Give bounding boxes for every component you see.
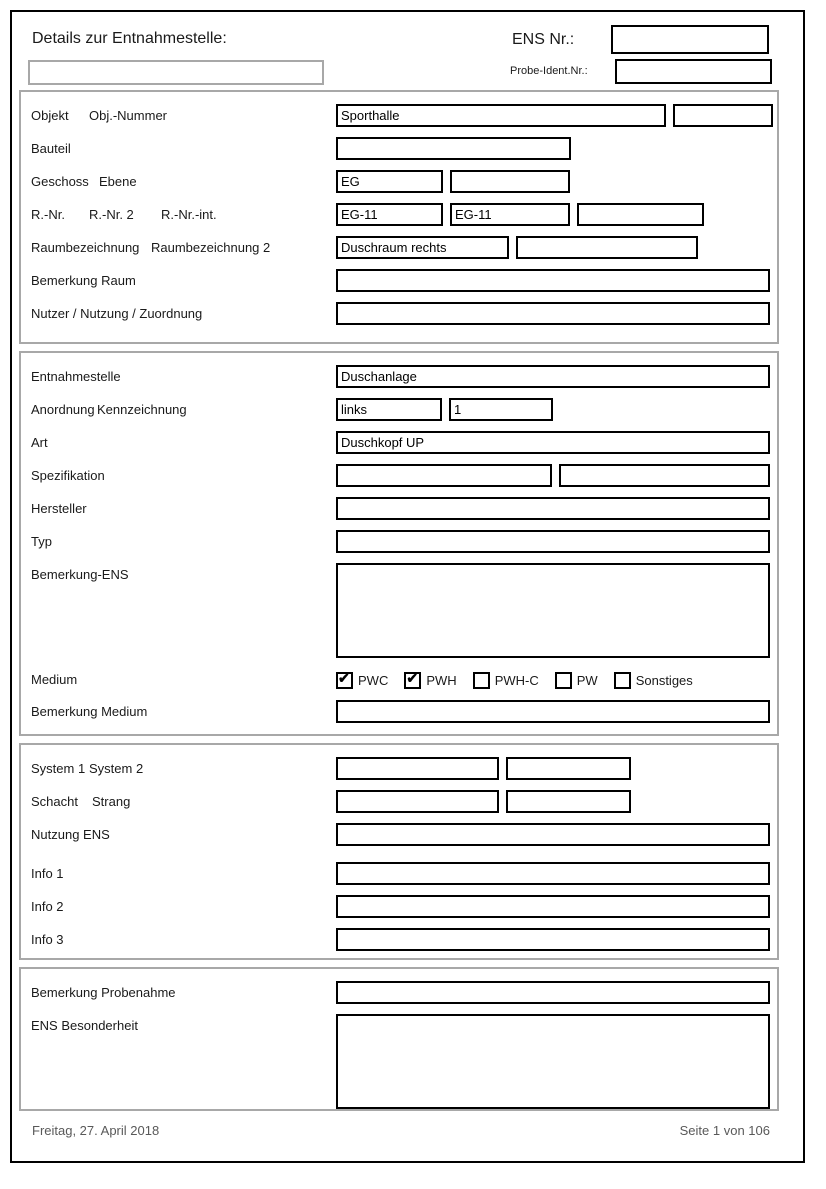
info1-input[interactable] — [336, 862, 770, 885]
info2-label: Info 2 — [31, 899, 64, 914]
info3-label: Info 3 — [31, 932, 64, 947]
nutzer-label: Nutzer / Nutzung / Zuordnung — [31, 306, 203, 321]
nutzung-ens-input[interactable] — [336, 823, 770, 846]
strang-input[interactable] — [506, 790, 631, 813]
raumbezeichnung2-label: Raumbezeichnung 2 — [151, 240, 271, 255]
pwh-checkbox-label: PWH — [426, 672, 457, 688]
obj-nummer-label: Obj.-Nummer — [89, 108, 168, 123]
section-system — [19, 743, 779, 960]
hersteller-input[interactable] — [336, 497, 770, 520]
pwc-checkbox-label: PWC — [358, 672, 389, 688]
info3-input[interactable] — [336, 928, 770, 951]
pwh-c-checkbox-icon[interactable] — [473, 672, 490, 689]
r-nr-int-label: R.-Nr.-int. — [161, 207, 217, 222]
form-row-bauteil — [31, 137, 777, 160]
r-nr-label: R.-Nr. — [31, 207, 65, 222]
nutzung-ens-label: Nutzung ENS — [31, 827, 110, 842]
form-row-schacht — [31, 790, 777, 813]
spezifikation-label: Spezifikation — [31, 468, 105, 483]
raumbezeichnung-label: Raumbezeichnung — [31, 240, 140, 255]
bauteil-label: Bauteil — [31, 141, 71, 156]
page-title: Details zur Entnahmestelle: — [32, 30, 227, 47]
form-row-objekt — [31, 104, 777, 127]
medium-label: Medium — [31, 672, 78, 687]
page-footer — [32, 1123, 770, 1138]
bemerkung-medium-input[interactable] — [336, 700, 770, 723]
pwh-c-checkbox-label: PWH-C — [494, 672, 539, 688]
r-nr-int-input[interactable] — [577, 203, 704, 226]
header — [12, 12, 803, 90]
form-row-raumnummer — [31, 203, 777, 226]
form-row-art — [31, 431, 777, 454]
entnahmestelle-input[interactable] — [336, 365, 770, 388]
form-row-geschoss — [31, 170, 777, 193]
ens-besonderheit-label: ENS Besonderheit — [31, 1018, 138, 1033]
section-objekt — [19, 90, 779, 344]
footer-page-number: Seite 1 von 106 — [679, 1123, 770, 1138]
form-row-raumbezeichnung — [31, 236, 777, 259]
probe-ident-label: Probe-Ident.Nr.: — [510, 65, 588, 77]
typ-input[interactable] — [336, 530, 770, 553]
typ-label: Typ — [31, 534, 52, 549]
bemerkung-ens-label: Bemerkung-ENS — [31, 567, 129, 582]
bemerkung-medium-label: Bemerkung Medium — [31, 704, 148, 719]
form-row-spezifikation — [31, 464, 777, 487]
obj-nummer-input[interactable] — [673, 104, 773, 127]
bemerkung-probenahme-input[interactable] — [336, 981, 770, 1004]
kennzeichnung-input[interactable] — [449, 398, 553, 421]
system2-label: System 2 — [89, 761, 144, 776]
medium-option-sonstiges[interactable] — [614, 672, 693, 689]
ebene-input[interactable] — [450, 170, 570, 193]
sonstiges-checkbox-label: Sonstiges — [635, 672, 693, 688]
ens-nr-label: ENS Nr.: — [512, 31, 575, 48]
ebene-label: Ebene — [99, 174, 137, 189]
pw-checkbox-icon[interactable] — [555, 672, 572, 689]
form-row-nutzer — [31, 302, 777, 325]
medium-option-pwc[interactable] — [336, 672, 388, 689]
kennzeichnung-label: Kennzeichnung — [97, 402, 187, 417]
bemerkung-ens-textarea[interactable] — [336, 563, 770, 658]
title-box-input[interactable] — [28, 60, 324, 85]
system2-input[interactable] — [506, 757, 631, 780]
schacht-label: Schacht — [31, 794, 78, 809]
anordnung-label: Anordnung — [31, 402, 95, 417]
section-entnahmestelle — [19, 351, 779, 736]
bauteil-input[interactable] — [336, 137, 571, 160]
form-row-bemerkung-medium — [31, 700, 777, 723]
geschoss-input[interactable] — [336, 170, 443, 193]
raumbezeichnung-input[interactable] — [336, 236, 509, 259]
bemerkung-raum-input[interactable] — [336, 269, 770, 292]
raumbezeichnung2-input[interactable] — [516, 236, 698, 259]
form-row-ens-besonderheit — [31, 1014, 777, 1109]
form-row-system — [31, 757, 777, 780]
form-row-typ — [31, 530, 777, 553]
hersteller-label: Hersteller — [31, 501, 87, 516]
medium-option-pwh-c[interactable] — [473, 672, 539, 689]
report-page — [10, 10, 805, 1163]
pw-checkbox-label: PW — [576, 672, 598, 688]
nutzer-input[interactable] — [336, 302, 770, 325]
anordnung-input[interactable] — [336, 398, 442, 421]
section-probenahme — [19, 967, 779, 1111]
system1-label: System 1 — [31, 761, 86, 776]
form-row-bemerkung-ens — [31, 563, 777, 658]
form-row-nutzung-ens — [31, 823, 777, 846]
form-row-medium — [31, 668, 777, 690]
sonstiges-checkbox-icon[interactable] — [614, 672, 631, 689]
form-row-info1 — [31, 862, 777, 885]
medium-option-pw[interactable] — [555, 672, 598, 689]
objekt-label: Objekt — [31, 108, 69, 123]
spezifikation-2-input[interactable] — [559, 464, 770, 487]
objekt-input[interactable] — [336, 104, 666, 127]
system1-input[interactable] — [336, 757, 499, 780]
form-row-anordnung — [31, 398, 777, 421]
ens-nr-input[interactable] — [611, 25, 769, 54]
bemerkung-probenahme-label: Bemerkung Probenahme — [31, 985, 176, 1000]
footer-date: Freitag, 27. April 2018 — [32, 1123, 160, 1138]
form-row-bemerkung-probenahme — [31, 981, 777, 1004]
geschoss-label: Geschoss — [31, 174, 89, 189]
pwc-checkbox-icon[interactable] — [336, 672, 353, 689]
bemerkung-raum-label: Bemerkung Raum — [31, 273, 136, 288]
medium-options — [336, 670, 693, 690]
info1-label: Info 1 — [31, 866, 64, 881]
strang-label: Strang — [92, 794, 131, 809]
form-row-info3 — [31, 928, 777, 951]
schacht-input[interactable] — [336, 790, 499, 813]
spezifikation-1-input[interactable] — [336, 464, 552, 487]
r-nr2-label: R.-Nr. 2 — [89, 207, 134, 222]
ens-besonderheit-textarea[interactable] — [336, 1014, 770, 1109]
r-nr-input[interactable] — [336, 203, 443, 226]
probe-ident-input[interactable] — [615, 59, 772, 84]
form-row-bemerkung-raum — [31, 269, 777, 292]
entnahmestelle-label: Entnahmestelle — [31, 369, 121, 384]
form-row-info2 — [31, 895, 777, 918]
form-row-entnahmestelle — [31, 365, 777, 388]
info2-input[interactable] — [336, 895, 770, 918]
medium-option-pwh[interactable] — [404, 672, 456, 689]
art-input[interactable] — [336, 431, 770, 454]
form-row-hersteller — [31, 497, 777, 520]
pwh-checkbox-icon[interactable] — [404, 672, 421, 689]
r-nr2-input[interactable] — [450, 203, 570, 226]
art-label: Art — [31, 435, 48, 450]
